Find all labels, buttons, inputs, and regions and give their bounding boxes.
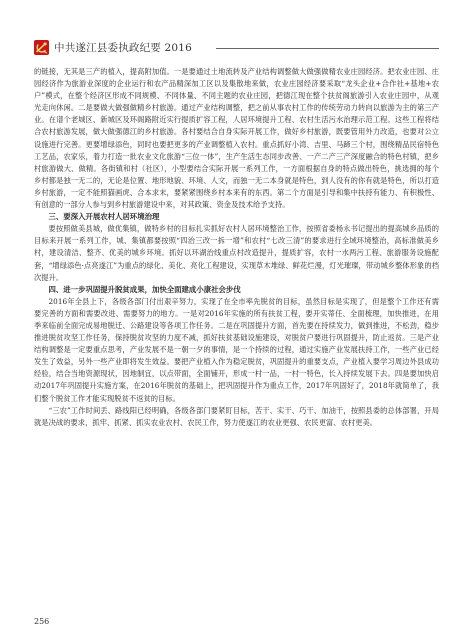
paragraph-3: 2016年全县上下，各级各部门付出艰辛努力，实现了在全市率先脱贫的目标，虽然目标是实现了，但是整个工作还有需要完善的方面和需要改进、需要努力的地方。一是对2016年实施的所有扶贫工程，要开实蒂任、全面梳理，加快推进，在用季来临前全面完成易地脱迁、公路建设等各项工作任务。二是在巩固提升方面，首先要在持续发力，做到推进，不松劲，稳步推进脱贫攻坚工作任务，保持脱贫攻坚的力度不减，抓好扶贫基础设施建设，对脱贫户要进行巩固提升，防止返贫。三是产业结构调整是一定要重点思考，产业发展不是一朝一夕的事情，是一个持续的过程，通过实施产业发展扶持工作，一些产业已经发生了效益，另外一些产业即将发生效益。要把产业植入作为稳定脱贫，巩固提升的重要支点，产业植入要学习周边外县成功经验，结合当地资源现状，因地制宜，以点带面，全面铺开，形成一村一品，一村一特色，长入持续发展下去。四是要加快启动2017年巩固提升实施方案，在2016年脱贫的基础上，把巩固提升作为重点工作，2017年巩固好了，2018年就简单了，我们整个脱贫工作才能实现脱贫不返贫的目标。 [34, 296, 439, 403]
header-title: 中共遂江县委执政纪要 2016 [54, 42, 193, 54]
header-rule [216, 48, 439, 49]
section-heading-4: 四、进一步巩固提升脱贫成果，加快全面建成小康社会步伐 [48, 284, 241, 294]
section-heading-3: 三、要深入开展农村人居环境治理 [48, 212, 160, 222]
page-body [34, 66, 439, 429]
paragraph-2: 要按照做美县城，做优集镇，做特乡村的目标扎实抓好农村人居环境整治工作，按照省委杨永书记提出的提高城乡品质的目标来开展一系列工作，城、集镇都要按照“四治三改一拆一增”和农村“七改三清”的要求进行全域环境整治，高标准做美乡村，建设清洁、整齐、优美的城乡环境。抓好以环湖治线重点村改造提升，提质扩容，农村一水两污工程、旅游服务设施配套，“增绿添色·点亮遂江”为重点的绿化、美化、亮化工程建设，实现草木堆绿、鲜花烂漫，灯光璀璨，带动城乡整体形象的档次提升。 [34, 224, 439, 282]
party-emblem-icon [34, 40, 49, 55]
page-number: 256 [34, 617, 50, 626]
running-header [34, 40, 439, 56]
paragraph-4: “三农”工作时间丢、路线阳已经明确，各级各部门要紧盯目标，苦干、实干、巧干、加油干，按照县委的总体部署，开局就是决战的要求，抓牢、抓紧、抓实农业农村、农民工作，努力使遂江的农业更强、农民更富、农村更美。 [34, 405, 439, 427]
paragraph-1: 的链接，无其是三产的植入，提高附加值。一是要通过土地流转及产业结构调整做大做强做精农业庄园经济。把农业庄园、庄园经济作为旅游业深度的企业运行和农产品精深加工区以及集散地来做，农业庄园经济要采取“龙头企业+合作社+基地+农户”模式，在整个经济区形成不同规模、不同体量、不同主题的农业庄园，把德江现在整个扶贫阁旅游引入农业庄园中，从观光走向休闲。二是要做大做强做精乡村旅游。通过产业结构调整，把之前从事农村工作的传统劳动力转向以旅游为主的第三产业。在谱个老城区、新城区及环阁路附近实行提质扩容工程，人居环境提升工程、农村生活污水治理示范工程。这些工程将结合农村旅游发展，做大做强德江的乡村旅游。各村要结合自身实际开展工作，做好乡村旅游，既要管用外力改造，也要对公立设施进行完善。更要增绿添色，同时也要把更多的产业调整植入农村。重点抓好小湾、吉里、马蹄三个村，围绕精品民宿特色工艺品，农家乐，着力打造一批农业文化旅游“三位一体”，生产生活生态同步改善、一产二产三产深度融合的特色村镇，把乡村旅游做大、做精。各街镇和村（社区），小型要结合实际开展一系列工作，一方面根据自身的特点做出特色，挑选拥的每个乡村都是独一无二的，无论是位置、地形地貌、环境、人文，而独一无二本身就是特色，到人没有的你有就是特色，所以打造乡村旅游，一定不能照猫画虎、合本求末，要紧紧围绕乡村本来有的东西。第二个方面是引导和集中扶持有能力、有积极性、有创意的一部分人参与到乡村旅游建设中来，对其政策、资金及技术给予支持。 [34, 67, 439, 210]
